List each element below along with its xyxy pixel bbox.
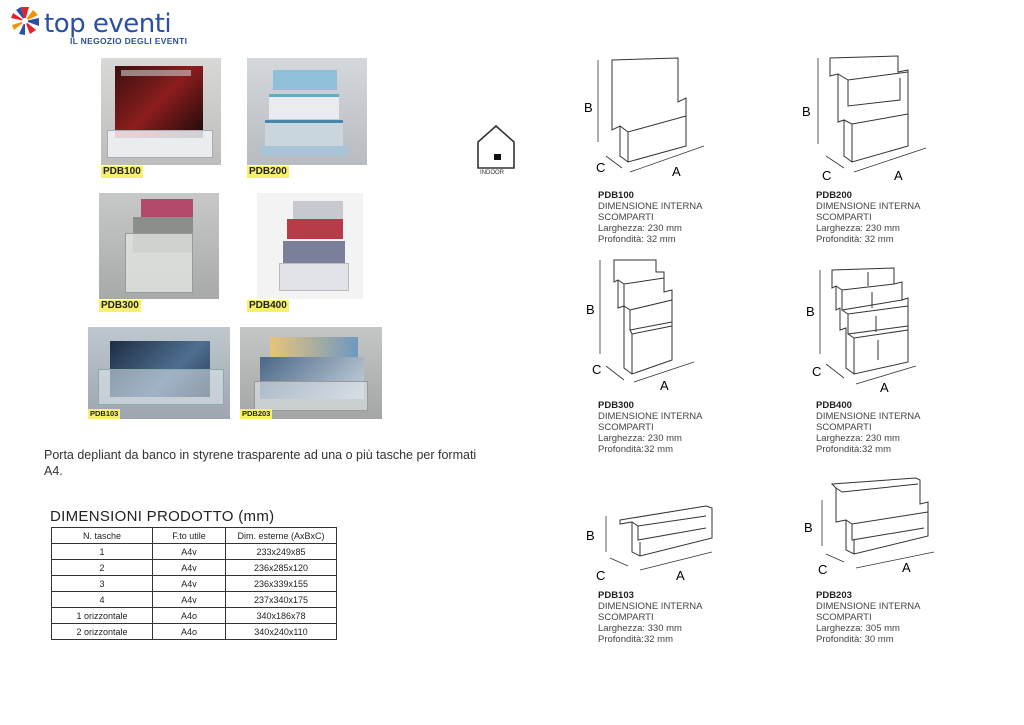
axis-label-c: C: [596, 568, 606, 583]
spec-line: DIMENSIONE INTERNA: [816, 601, 921, 612]
spec-block-pdb200: [816, 190, 921, 245]
product-code-label: PDB100: [103, 166, 141, 177]
product-code-label: PDB300: [101, 300, 139, 311]
spec-code: PDB203: [816, 590, 852, 601]
product-photo-pdb203: [240, 327, 382, 419]
brand-name: top eventi: [44, 9, 172, 39]
table-row: [52, 608, 337, 624]
axis-label-b: B: [804, 520, 813, 535]
spec-line: Larghezza: 230 mm: [598, 433, 682, 444]
spec-code: PDB103: [598, 590, 634, 601]
axis-label-b: B: [586, 528, 595, 543]
table-cell: A4v: [153, 544, 226, 560]
spec-code: PDB200: [816, 190, 852, 201]
spec-line: Profondità: 30 mm: [816, 634, 894, 645]
product-code-label: PDB103: [90, 409, 119, 418]
spec-line: Profondità: 32 mm: [598, 234, 676, 245]
technical-drawing-pdb200: [798, 50, 948, 190]
axis-label-c: C: [596, 160, 606, 175]
table-row: [52, 560, 337, 576]
spec-code: PDB300: [598, 400, 634, 411]
table-cell: A4v: [153, 592, 226, 608]
table-cell: 2 orizzontale: [52, 624, 153, 640]
product-photo-pdb200: [247, 58, 367, 165]
product-description: Porta depliant da banco in styrene trasparente ad una o più tasche per formati A4.: [44, 448, 477, 478]
column-header: N. tasche: [52, 528, 153, 544]
product-code-label: PDB203: [242, 409, 271, 418]
table-cell: 1 orizzontale: [52, 608, 153, 624]
spec-line: DIMENSIONE INTERNA: [598, 411, 703, 422]
spec-line: Profondità:32 mm: [598, 444, 673, 455]
technical-drawing-pdb400: [798, 250, 948, 400]
spec-block-pdb400: [816, 400, 921, 455]
table-cell: 4: [52, 592, 153, 608]
spec-line: SCOMPARTI: [816, 422, 872, 433]
spec-line: Larghezza: 230 mm: [598, 223, 682, 234]
axis-label-b: B: [586, 302, 595, 317]
table-cell: 236x285x120: [226, 560, 337, 576]
axis-label-c: C: [812, 364, 822, 379]
table-header-row: [52, 528, 337, 544]
spec-line: Profondità: 32 mm: [816, 234, 894, 245]
brand-logo[interactable]: [8, 2, 198, 50]
product-photo-pdb100: [101, 58, 221, 165]
technical-drawing-pdb103: [580, 490, 730, 590]
spec-code: PDB100: [598, 190, 634, 201]
product-code-label: PDB200: [249, 166, 287, 177]
table-cell: A4o: [153, 608, 226, 624]
indoor-badge: [474, 124, 518, 180]
spec-line: DIMENSIONE INTERNA: [816, 411, 921, 422]
axis-label-b: B: [802, 104, 811, 119]
technical-drawing-pdb203: [798, 470, 948, 585]
table-cell: 2: [52, 560, 153, 576]
axis-label-a: A: [902, 560, 911, 575]
spec-line: SCOMPARTI: [598, 212, 654, 223]
spec-line: SCOMPARTI: [598, 612, 654, 623]
spec-line: DIMENSIONE INTERNA: [598, 601, 703, 612]
table-cell: 237x340x175: [226, 592, 337, 608]
spec-line: SCOMPARTI: [598, 422, 654, 433]
table-row: [52, 576, 337, 592]
table-cell: A4v: [153, 576, 226, 592]
dimensions-title: DIMENSIONI PRODOTTO (mm): [50, 508, 275, 525]
axis-label-b: B: [806, 304, 815, 319]
product-code-label: PDB400: [249, 300, 287, 311]
technical-drawing-pdb100: [580, 50, 730, 190]
spec-line: Larghezza: 230 mm: [816, 433, 900, 444]
axis-label-b: B: [584, 100, 593, 115]
spec-line: SCOMPARTI: [816, 212, 872, 223]
table-cell: 233x249x85: [226, 544, 337, 560]
axis-label-a: A: [660, 378, 669, 393]
column-header: F.to utile: [153, 528, 226, 544]
table-row: [52, 624, 337, 640]
product-photo-pdb300: [99, 193, 219, 299]
dimensions-table: [51, 527, 337, 640]
house-icon: [474, 124, 518, 170]
axis-label-a: A: [676, 568, 685, 583]
spec-line: Profondità:32 mm: [816, 444, 891, 455]
table-cell: A4v: [153, 560, 226, 576]
spec-line: Larghezza: 330 mm: [598, 623, 682, 634]
spec-block-pdb100: [598, 190, 703, 245]
table-row: [52, 592, 337, 608]
table-cell: A4o: [153, 624, 226, 640]
axis-label-a: A: [880, 380, 889, 395]
spec-code: PDB400: [816, 400, 852, 411]
technical-drawing-pdb300: [580, 250, 730, 400]
table-cell: 3: [52, 576, 153, 592]
table-cell: 340x240x110: [226, 624, 337, 640]
table-cell: 236x339x155: [226, 576, 337, 592]
axis-label-c: C: [818, 562, 828, 577]
spec-line: Larghezza: 305 mm: [816, 623, 900, 634]
table-row: [52, 544, 337, 560]
spec-line: Larghezza: 230 mm: [816, 223, 900, 234]
spec-line: Profondità:32 mm: [598, 634, 673, 645]
burst-icon: [10, 6, 40, 36]
axis-label-c: C: [822, 168, 832, 183]
axis-label-c: C: [592, 362, 602, 377]
column-header: Dim. esterne (AxBxC): [226, 528, 337, 544]
spec-block-pdb300: [598, 400, 703, 455]
brand-tagline: IL NEGOZIO DEGLI EVENTI: [70, 36, 188, 46]
spec-line: DIMENSIONE INTERNA: [816, 201, 921, 212]
axis-label-a: A: [672, 164, 681, 179]
spec-line: DIMENSIONE INTERNA: [598, 201, 703, 212]
product-photo-pdb400: [257, 193, 363, 299]
axis-label-a: A: [894, 168, 903, 183]
indoor-label: INDOOR: [480, 170, 504, 176]
spec-block-pdb203: [816, 590, 921, 645]
table-cell: 340x186x78: [226, 608, 337, 624]
table-cell: 1: [52, 544, 153, 560]
spec-line: SCOMPARTI: [816, 612, 872, 623]
spec-block-pdb103: [598, 590, 703, 645]
product-photo-pdb103: [88, 327, 230, 419]
